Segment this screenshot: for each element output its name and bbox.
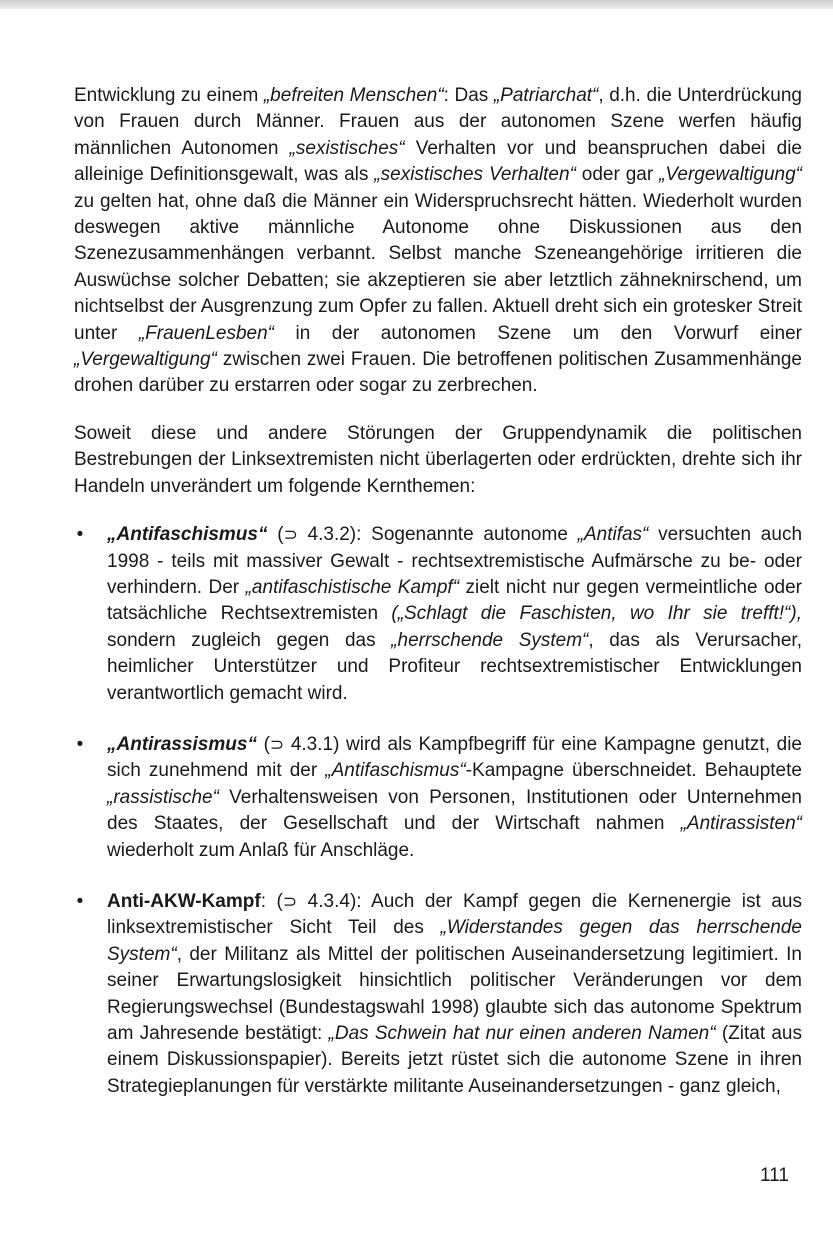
quote-das-schwein: „Das Schwein hat nur einen anderen Namen“	[328, 1023, 716, 1044]
quote-befreiten-menschen: „befreiten Menschen“	[263, 85, 444, 106]
text-run: zielt nicht nur gegen vermeintliche oder tatsächliche Rechtsextremisten	[107, 576, 803, 625]
text-run: (	[256, 733, 270, 755]
cross-reference-icon: ⊃	[282, 891, 298, 912]
bullet-icon: •	[76, 890, 84, 912]
text-run: 4.3.4): Auch der Kampf gegen die Kernenergie ist aus linksextremistischer Sicht Teil des	[107, 890, 802, 939]
text-run: (Zitat aus einem Diskussionspapier). Bereits jetzt rüstet sich die autonome Szene in ihren Strategieplanungen für verstärkte militante Auseinandersetzungen - ganz gleich,	[107, 1023, 802, 1097]
quote-vergewaltigung-2: „Vergewaltigung“	[74, 349, 217, 371]
text-run: zwischen zwei Frauen. Die betroffenen politischen Zusammenhänge drohen darüber zu erstarren oder sogar zu zerbrechen.	[74, 349, 802, 397]
text-run: Entwicklung zu einem	[74, 85, 264, 106]
quote-sexistisches-verhalten: „sexistisches Verhalten“	[374, 164, 576, 186]
quote-antirassisten: „Antirassisten“	[680, 813, 802, 835]
text-run: (	[267, 524, 284, 546]
quote-widerstandes: „Widerstandes gegen das herrschende System“	[107, 917, 802, 965]
kernthemen-list	[74, 522, 802, 1100]
text-run: , der Militanz als Mittel der politischen Auseinandersetzung legitimiert. In seiner Erwartungslosigkeit hinsichtlich politischer Veränderungen vor dem Regierungswechsel (Bundestagswahl 1998) glaubte sich das autonome Spektrum am Jahresende bestätigt:	[107, 943, 802, 1044]
item-title: Anti-AKW-Kampf	[107, 890, 261, 912]
text-run: : Das	[443, 85, 494, 106]
paragraph-patriarchat	[74, 83, 802, 400]
quote-antifas: „Antifas“	[577, 524, 649, 546]
text-run: -Kampagne überschneidet. Behauptete	[465, 760, 802, 782]
text-run: Verhaltensweisen von Personen, Institutionen oder Unternehmen des Staates, der Gesellschaft und der Wirtschaft nahmen	[107, 786, 802, 835]
text-run: Verhalten vor und beanspruchen dabei die alleinige Definitionsgewalt, was als	[74, 137, 802, 186]
text-run: 4.3.1) wird als Kampfbegriff für eine Kampagne genutzt, die sich zunehmend mit der	[107, 733, 802, 782]
text-run: 4.3.2): Sogenannte autonome	[297, 524, 578, 546]
page-number: 111	[760, 1165, 789, 1186]
text-run: zu gelten hat, ohne daß die Männer ein Widerspruchsrecht hätten. Wiederholt wurden deswegen aktive männliche Autonome ohne Diskussionen aus den Szenezusammenhängen verbannt. Selbst manche Szeneangehörige irritieren die Auswüchse solcher Debatten; sie akzeptieren sie aber letztlich zähneknirschend, um nichtselbst der Ausgrenzung zum Opfer zu fallen. Aktuell dreht sich ein grotesker Streit unter	[74, 190, 802, 344]
list-item-antirassismus	[74, 732, 802, 864]
text-run: , d.h. die Unterdrückung von Frauen durch Männer. Frauen aus der autonomen Szene werfen häufig männlichen Autonomen	[74, 85, 802, 159]
list-item-anti-akw-kampf	[74, 889, 802, 1100]
list-item-antifaschismus	[74, 522, 802, 707]
document-page	[74, 83, 802, 1100]
text-run: versuchten auch 1998 - teils mit massiver Gewalt - rechtsextremistische Aufmärsche zu be- oder verhindern. Der	[107, 524, 803, 598]
text-run: oder gar	[575, 164, 660, 186]
quote-antifaschismus: „Antifaschismus“	[325, 760, 466, 782]
text-run: wiederholt zum Anlaß für Anschläge.	[107, 839, 415, 861]
quote-herrschende-system: „herrschende System“	[391, 629, 589, 651]
text-run: : (	[260, 890, 283, 912]
item-title: „Antirassismus“	[107, 733, 257, 755]
quote-frauenlesben: „FrauenLesben“	[138, 322, 275, 344]
text-run: , das als Verursacher, heimlicher Unterstützer und Profiteur rechtsextremistischer Entwicklungen verantwortlich gemacht wird.	[107, 629, 802, 704]
scan-top-edge	[0, 0, 833, 9]
quote-rassistische: „rassistische“	[107, 786, 219, 808]
quote-schlagt-die-faschisten: („Schlagt die Faschisten, wo Ihr sie trefft!“),	[391, 603, 802, 625]
text-run: in der autonomen Szene um den Vorwurf einer	[274, 322, 802, 344]
bullet-icon: •	[76, 524, 84, 546]
paragraph-kernthemen: Soweit diese und andere Störungen der Gruppendynamik die politischen Bestrebungen der Linksextremisten nicht überlagerten oder erdrückten, drehte sich ihr Handeln unverändert um folgende Kernthemen:	[74, 422, 802, 497]
bullet-icon: •	[76, 733, 84, 755]
cross-reference-icon: ⊃	[269, 734, 285, 755]
quote-vergewaltigung: „Vergewaltigung“	[659, 164, 803, 186]
cross-reference-icon: ⊃	[283, 525, 298, 546]
quote-sexistisches: „sexistisches“	[289, 137, 405, 159]
quote-antifaschistische-kampf: „antifaschistische Kampf“	[245, 576, 460, 598]
text-run: sondern zugleich gegen das	[107, 629, 392, 651]
quote-patriarchat: „Patriarchat“	[493, 85, 599, 106]
item-title: „Antifaschismus“	[107, 524, 268, 546]
